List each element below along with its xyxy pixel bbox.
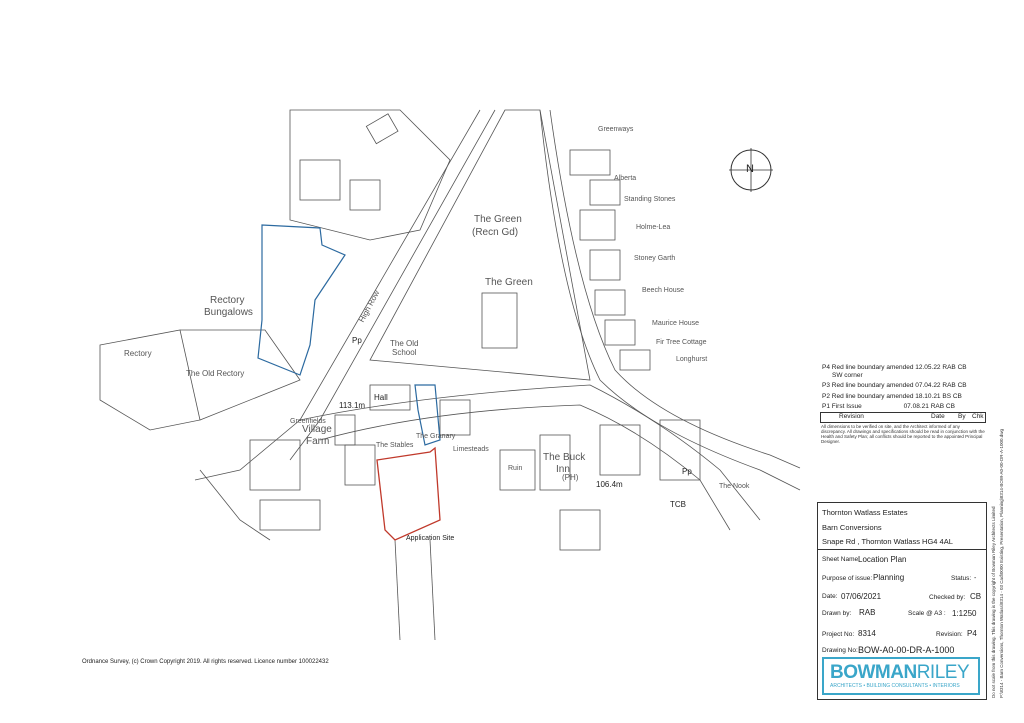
high-row-road-edge-east: [290, 110, 495, 460]
rev-p4-note: SW corner: [832, 372, 863, 379]
building-hall-west: [335, 415, 355, 445]
tb-address: Snape Rd , Thornton Watlass HG4 4AL: [822, 537, 953, 546]
tb-drawing-no-label: Drawing No:: [822, 647, 858, 654]
label-tcb: TCB: [670, 500, 686, 509]
tb-revision: P4: [967, 629, 977, 638]
north-cluster: [290, 110, 450, 240]
label-spot-height-113: 113.1m: [339, 401, 366, 410]
tb-purpose: Planning: [873, 573, 905, 582]
building-village-farm-1: [250, 440, 300, 490]
tb-client: Thornton Watlass Estates: [822, 508, 908, 517]
title-block: [817, 502, 987, 700]
label-farm: Farm: [306, 436, 330, 447]
building-south-1: [560, 510, 600, 550]
house-holme-lea: [590, 250, 620, 280]
label-standing-stones: Standing Stones: [624, 196, 676, 203]
label-beech-house: Beech House: [642, 287, 685, 294]
label-the-buck-inn-3: (PH): [562, 473, 579, 482]
rev-p2: P2 Red line boundary amended 18.10.21 BS CB: [822, 393, 962, 400]
tb-drawn: RAB: [859, 608, 876, 617]
map-copyright: Ordnance Survey, (c) Crown Copyright 2019. All rights reserved. Licence number 100022432: [82, 659, 329, 665]
tb-project: Barn Conversions: [822, 523, 882, 532]
tb-drawn-label: Drawn by:: [822, 610, 852, 617]
label-fir-tree-cottage: Fir Tree Cottage: [656, 339, 707, 346]
tb-purpose-label: Purpose of issue:: [822, 575, 873, 582]
label-ruin: Ruin: [508, 465, 523, 472]
label-pp-left: Pp: [352, 336, 362, 345]
tb-date-label: Date:: [822, 593, 838, 600]
label-rectory-bungalows-2: Bungalows: [204, 307, 253, 318]
label-stoney-garth: Stoney Garth: [634, 255, 676, 262]
label-the-granary: The Granary: [416, 433, 456, 440]
logo-wordmark: BOWMANRILEY: [830, 662, 970, 683]
tb-status-label: Status:: [951, 575, 972, 582]
company-logo: [822, 657, 980, 695]
label-alberta: Alberta: [614, 175, 637, 182]
west-road: [200, 470, 270, 540]
east-road-west-edge: [540, 110, 800, 490]
label-the-buck-inn-2: Inn: [556, 464, 570, 475]
lane-west: [395, 540, 400, 640]
label-holme-lea: Holme-Lea: [636, 224, 671, 231]
rev-p3: P3 Red line boundary amended 07.04.22 RAB CB: [822, 382, 967, 389]
house-alberta: [590, 180, 620, 205]
tb-date: 07/06/2021: [841, 592, 882, 601]
building-granary: [440, 400, 470, 435]
blue-boundary-west: [258, 225, 345, 375]
house-greenways: [570, 150, 610, 175]
tb-scale: 1:1250: [952, 609, 977, 618]
label-rectory-bungalows-1: Rectory: [210, 295, 245, 306]
rev-notes: All dimensions to be verified on site, and the Architect informed of any discrepancy. All drawings and specifications should be read in conjunction with the Health and Safety Plan; all conflicts should be reported to the appointed Principal Designer.: [821, 424, 985, 444]
label-the-nook: The Nook: [719, 483, 750, 490]
label-the-old-school-2: School: [392, 348, 417, 357]
lane-east: [430, 540, 435, 640]
label-the-old-rectory: The Old Rectory: [186, 369, 245, 378]
label-limesteads: Limesteads: [453, 446, 489, 453]
house-fir-tree: [620, 350, 650, 370]
side-copyright: Do not scale from this drawing. This drawing is the copyright of Bowman Riley Architects Limited: [991, 506, 996, 698]
rev-p1: P1 First Issue 07.08.21 RAB CB: [822, 403, 955, 410]
red-line-application-boundary: [377, 448, 440, 540]
label-the-buck-inn-1: The Buck: [543, 452, 586, 463]
building-village-farm-2: [260, 500, 320, 530]
label-the-old-school-1: The Old: [390, 339, 419, 348]
logo-tagline: ARCHITECTS • BUILDING CONSULTANTS • INTERIORS: [830, 683, 960, 689]
north-building-2: [350, 180, 380, 210]
tb-revision-label: Revision:: [936, 631, 963, 638]
label-high-row: High Row: [357, 288, 382, 324]
tb-scale-label: Scale @ A3 :: [908, 610, 946, 617]
side-file-path: P:\8314 - Barn Conversions, Thornton Watlass\8314 - 03 Cad\0000 Existing, Presentation, Planning\8314-BOW-A0-00-DR-A-1000.dwg: [999, 428, 1004, 698]
the-green-pitch: [482, 293, 517, 348]
label-spot-height-106: 106.4m: [596, 480, 623, 489]
rectory-plot: [100, 330, 200, 430]
label-the-stables: The Stables: [376, 442, 414, 449]
label-longhurst: Longhurst: [676, 356, 708, 363]
tb-project-no-label: Project No:: [822, 631, 855, 638]
label-rectory: Rectory: [124, 349, 152, 358]
tb-checked: CB: [970, 592, 982, 601]
tb-checked-label: Checked by:: [929, 594, 966, 601]
tb-drawing-no: BOW-A0-00-DR-A-1000: [858, 645, 955, 655]
house-beech-house: [605, 320, 635, 345]
rev-header-row: Revision Date By Chk: [820, 412, 986, 423]
rev-p4: P4 Red line boundary amended 12.05.22 RAB CB: [822, 364, 967, 371]
north-building-1: [300, 160, 340, 200]
label-recn-gd: (Recn Gd): [472, 227, 519, 238]
revision-panel: [818, 365, 986, 449]
tb-sheet-name: Location Plan: [858, 555, 907, 564]
label-greenfields: Greenfields: [290, 418, 326, 425]
building-village-farm-3: [345, 445, 375, 485]
south-road-north-edge: [300, 385, 760, 520]
label-hall: Hall: [374, 393, 388, 402]
north-label: N: [746, 163, 754, 175]
label-greenways: Greenways: [598, 126, 634, 133]
house-standing-stones: [580, 210, 615, 240]
label-the-green-recn: The Green: [474, 214, 522, 225]
label-pp-right: Pp: [682, 467, 692, 476]
tb-project-no: 8314: [858, 629, 876, 638]
tb-status: -: [974, 575, 977, 582]
tb-sheet-name-label: Sheet Name:: [822, 556, 860, 563]
label-application-site: Application Site: [406, 535, 455, 542]
north-building-3: [366, 114, 398, 144]
label-maurice-house: Maurice House: [652, 320, 700, 327]
south-road-south-edge: [320, 405, 730, 530]
label-village: Village: [302, 424, 332, 435]
label-the-green: The Green: [485, 277, 533, 288]
house-stoney-garth: [595, 290, 625, 315]
